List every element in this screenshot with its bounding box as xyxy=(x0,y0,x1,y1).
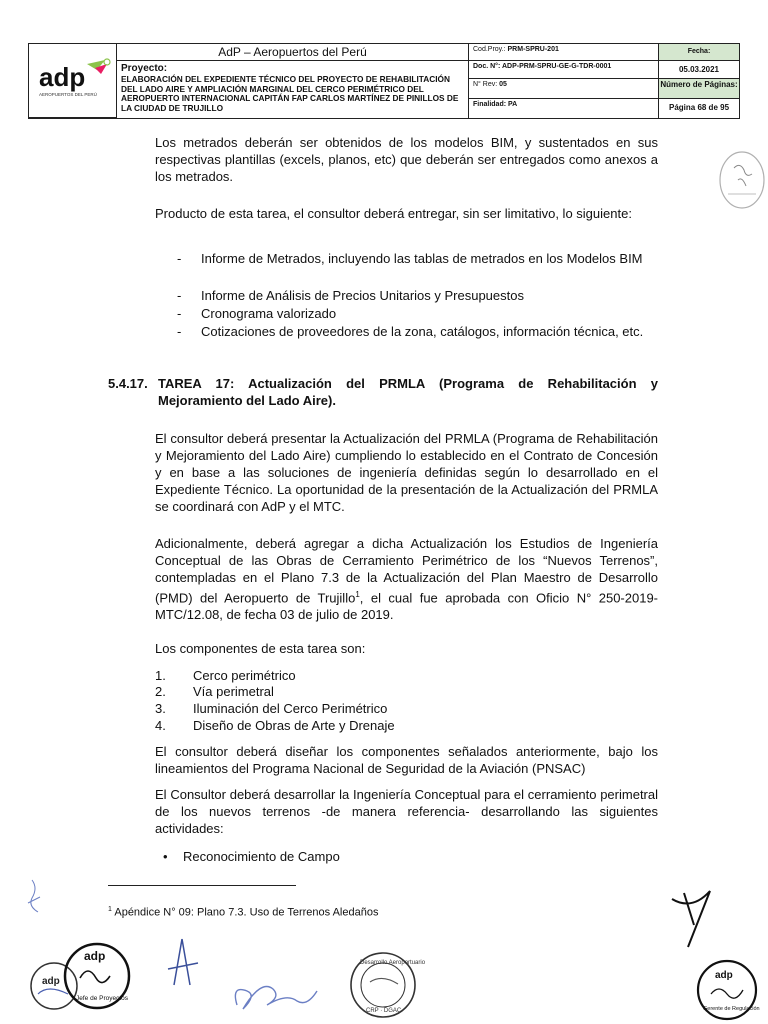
signature-right xyxy=(668,885,718,955)
paragraph-adicionalmente: Adicionalmente, deberá agregar a dicha Actualización los Estudios de Ingeniería Conceptual de las Obras de Cerramiento Perimétrico de los “Nuevos Terrenos”, contempladas en el Plano 7.3 de la Actualización del Plan Maestro de Desarrollo (PMD) del Aeropuerto de Trujillo$^1$, el cual fue aprobada con Oficio N° 250-2019-MTC/12.08, de fecha 03 de julio de 2019. xyxy=(155,536,658,623)
rev-value: 05 xyxy=(499,81,507,88)
svg-text:adp: adp xyxy=(715,970,733,981)
org-name: AdP – Aeropuertos del Perú xyxy=(117,44,469,61)
fecha-value: 05.03.2021 xyxy=(659,61,739,79)
doc-value: ADP-PRM-SPRU-GE-G-TDR-0001 xyxy=(502,63,612,70)
cod-proy-label: Cod.Proy.: xyxy=(473,46,506,53)
signature-left xyxy=(20,875,50,920)
section-title: TAREA 17: Actualización del PRMLA (Programa de Rehabilitación y Mejoramiento del Lado Aire). xyxy=(158,376,658,408)
document-body: Los metrados deberán ser obtenidos de los modelos BIM, y sustentados en sus respectivas plantillas (excels, planos, etc) que deberán ser entregados como anexos a los metrados. Producto de esta tarea, el consultor deberá entregar, sin ser limitativo, lo siguiente: - Informe de Metrados, incluyendo las tablas de metrados en los Modelos BIM - Informe de Análisis de Precios Unitarios y Presupuestos - Cronograma valorizado - Cotizaciones de proveedores de la zona, catálogos, información técnica, etc. 5.4.17. TAREA 17: Actualización del PRMLA (Programa de Rehabilitación y Mejoramiento del Lado Aire). El consultor deberá presentar la Actualización del PRMLA (Programa de Rehabilitación y Mejoramiento del Lado Aire) cumpliendo lo establecido en el Contrato de Concesión y en base a las soluciones de ingeniería definidas según lo desarrollado en el Expediente Técnico. La oportunidad de la presentación de la Actualización del PRMLA se coordinará con AdP y el MTC. Adicionalmente, deberá agregar a dicha Actualización los Estudios de Ingeniería Conceptual de las Obras de Cerramiento Perimétrico de los “Nuevos Terrenos”, contempladas en el Plano 7.3 de la Actualización del Plan Maestro de Desarrollo (PMD) del Aeropuerto de Trujillo$^1$, el cual fue aprobada con Oficio N° 250-2019-MTC/12.08, de fecha 03 de julio de 2019. Los componentes de esta tarea son: 1. Cerco perimétrico 2. Vía perimetral 3. Iluminación del Cerco Perimétrico 4. Diseño de Obras de Arte y Drenaje El consultor deberá diseñar los componentes señalados anteriormente, bajo los lineamientos del Programa Nacional de Seguridad de la Aviación (PNSAC) El Consultor deberá desarrollar la Ingeniería Conceptual para el cerramiento perimetral de los nuevos terrenos -de manera referencia- desarrollando las siguientes actividades: • Reconocimiento de Campo $^1$ Apéndice N° 09: Plano 7.3. Uso de Terrenos Aledaños xyxy=(108,135,658,919)
cod-proy-value: PRM-SPRU-201 xyxy=(507,46,559,53)
rev-label: N° Rev: xyxy=(473,81,498,88)
svg-text:Jefe de Proyectos: Jefe de Proyectos xyxy=(76,995,129,1002)
list-item: Reconocimiento de Campo xyxy=(183,849,340,864)
stamp-gerente-regulacion xyxy=(695,958,759,1022)
stamp-jefe-proyectos xyxy=(62,938,132,1018)
section-number: 5.4.17. xyxy=(108,376,148,391)
list-item: Cerco perimétrico xyxy=(193,668,296,683)
svg-text:Gerente de Regulación: Gerente de Regulación xyxy=(703,1006,760,1012)
signature-scribble xyxy=(225,955,335,1020)
svg-text:adp: adp xyxy=(84,949,106,963)
doc-label: Doc. N°: xyxy=(473,63,501,70)
project-title: ELABORACIÓN DEL EXPEDIENTE TÉCNICO DEL PROYECTO DE REHABILITACIÓN DEL LADO AIRE Y AMPLIACIÓN MARGINAL DEL CERCO PERIMÉTRICO DEL AEROPUERTO INTERNACIONAL CAPITÁN FAP CARLOS MARTÍNEZ DE PINILLOS DE LA CIUDAD DE TRUJILLO xyxy=(121,74,459,113)
finalidad-value: PA xyxy=(508,101,518,108)
logo-subtitle: AEROPUERTOS DEL PERÚ xyxy=(39,92,97,97)
paragraph-actualizacion: El consultor deberá presentar la Actualización del PRMLA (Programa de Rehabilitación y Mejoramiento del Lado Aire) cumpliendo lo establecido en el Contrato de Concesión y en base a las soluciones de ingeniería definidas según lo desarrollado en el Expediente Técnico. La oportunidad de la presentación de la Actualización del PRMLA se coordinará con AdP y el MTC. xyxy=(155,431,658,514)
list-number: 1. xyxy=(155,668,166,683)
list-item: Informe de Análisis de Precios Unitarios y Presupuestos xyxy=(201,288,524,303)
paragraph-ingenieria: El Consultor deberá desarrollar la Ingeniería Conceptual para el cerramiento perimetral de los nuevos terrenos -de manera referencia- desarrollando las siguientes actividades: xyxy=(155,787,658,836)
margin-seal xyxy=(718,150,766,210)
num-paginas-label: Número de Páginas: xyxy=(659,79,739,99)
project-label: Proyecto: xyxy=(121,63,168,74)
adp-logo-text: adp xyxy=(39,62,86,92)
paragraph-producto: Producto de esta tarea, el consultor deberá entregar, sin ser limitativo, lo siguiente: xyxy=(155,206,632,221)
svg-text:CRP · DGAC: CRP · DGAC xyxy=(366,1008,402,1014)
list-item: Iluminación del Cerco Perimétrico xyxy=(193,701,388,716)
paragraph-componentes: Los componentes de esta tarea son: xyxy=(155,641,366,656)
footnote: $^1$ Apéndice N° 09: Plano 7.3. Uso de Terrenos Aledaños xyxy=(108,906,379,919)
list-item: Cotizaciones de proveedores de la zona, catálogos, información técnica, etc. xyxy=(201,324,644,339)
fecha-label: Fecha: xyxy=(659,44,739,61)
signature-a xyxy=(160,935,205,990)
svg-text:adp: adp xyxy=(42,976,60,987)
finalidad-label: Finalidad: xyxy=(473,101,507,108)
list-item: Cronograma valorizado xyxy=(201,306,337,321)
paragraph-metrados: Los metrados deberán ser obtenidos de los modelos BIM, y sustentados en sus respectivas plantillas (excels, planos, etc) que deberán ser entregados como anexos a los metrados. xyxy=(155,135,658,184)
list-item: Vía perimetral xyxy=(193,684,274,699)
list-number: 4. xyxy=(155,718,166,733)
footnote-ref: 1 xyxy=(355,590,360,599)
list-number: 2. xyxy=(155,684,166,699)
footnote-divider xyxy=(108,885,296,886)
pagina-value: Página 68 de 95 xyxy=(668,103,730,112)
paragraph-disenar: El consultor deberá diseñar los componentes señalados anteriormente, bajo los lineamientos del Programa Nacional de Seguridad de la Aviación (PNSAC) xyxy=(155,744,658,776)
stamp-desarrollo xyxy=(348,950,426,1020)
bullet-dot: • xyxy=(163,849,168,864)
svg-text:Desarrollo Aeroportuario: Desarrollo Aeroportuario xyxy=(360,960,426,966)
list-number: 3. xyxy=(155,701,166,716)
list-item: Informe de Metrados, incluyendo las tablas de metrados en los Modelos BIM xyxy=(201,251,643,266)
list-item: Diseño de Obras de Arte y Drenaje xyxy=(193,718,395,733)
